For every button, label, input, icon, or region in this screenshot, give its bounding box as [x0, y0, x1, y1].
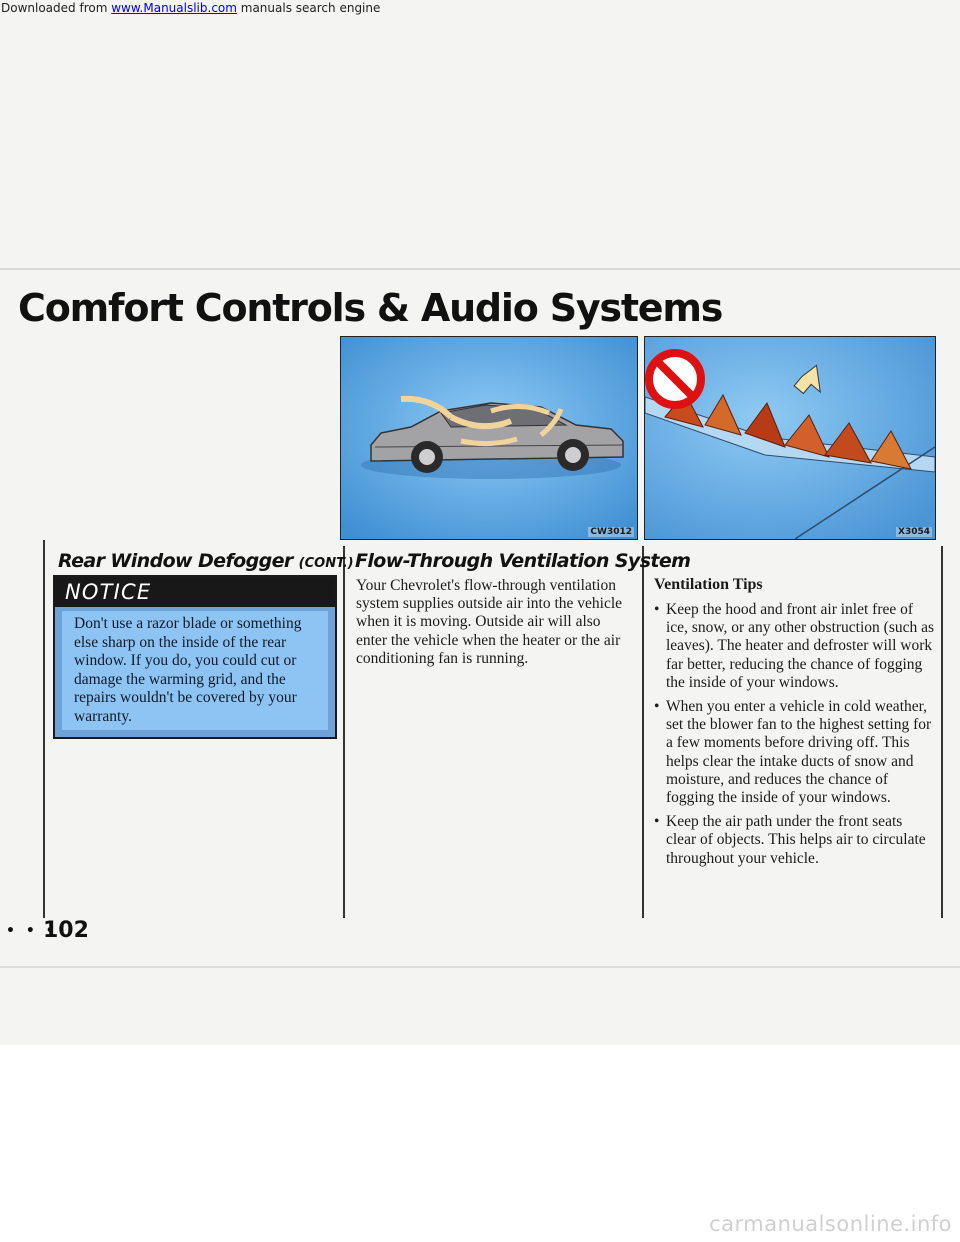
car-airflow-image [340, 336, 638, 540]
manualslib-link[interactable]: www.Manualslib.com [111, 1, 237, 15]
car-airflow-icon [341, 337, 637, 539]
car-image-code: CW3012 [590, 527, 632, 537]
list-item: • Keep the air path under the front seats clear of objects. This helps air to circulate throughout your vehicle. [652, 813, 936, 868]
banner-prefix: Downloaded from [1, 1, 112, 15]
page-number: 102 [43, 918, 89, 943]
page-dots: • • • [6, 923, 58, 939]
leaves-obstruction-image [644, 336, 936, 540]
rear-defogger-heading [58, 550, 354, 572]
notice-box [53, 575, 337, 739]
footer-watermark: carmanualsonline.info [709, 1212, 952, 1236]
column-rule-middle-right [642, 546, 644, 918]
no-leaves-prohibition-icon [645, 337, 935, 539]
top-rule [0, 268, 960, 270]
notice-text: Don't use a razor blade or something else sharp on the inside of the rear window. If you do, you could cut or damage the warming grid, and the repairs wouldn't be covered by your warranty. [62, 611, 328, 730]
notice-label: NOTICE [55, 577, 335, 607]
column-rule-right [941, 546, 943, 918]
flow-through-body: Your Chevrolet's flow-through ventilation system supplies outside air into the vehicle when it is moving. Outside air will also enter the vehicle when the heater or the air conditioning fan is running. [356, 577, 623, 667]
banner-suffix: manuals search engine [236, 1, 381, 15]
bottom-rule [0, 966, 960, 968]
column-rule-middle-left [343, 546, 345, 918]
flow-through-heading: Flow-Through Ventilation System [355, 550, 691, 572]
download-banner [0, 0, 380, 16]
ventilation-tips-heading: Ventilation Tips [654, 576, 763, 593]
leaves-image-code: X3054 [898, 527, 930, 537]
ventilation-tips-list [652, 601, 936, 874]
rear-defogger-heading-text: Rear Window Defogger [58, 550, 293, 572]
column-rule-left [43, 540, 45, 918]
rear-defogger-heading-suffix: (CONT.) [298, 556, 354, 571]
list-item: • When you enter a vehicle in cold weather, set the blower fan to the highest setting for a few moments before driving off. This helps clear the intake ducts of snow and moisture, and reduces the chance of fogging the inside of your windows. [652, 698, 936, 807]
list-item: • Keep the hood and front air inlet free of ice, snow, or any other obstruction (such as leaves). The heater and defroster will work far better, reducing the chance of fogging the inside of your windows. [652, 601, 936, 692]
section-title: Comfort Controls & Audio Systems [18, 286, 723, 330]
